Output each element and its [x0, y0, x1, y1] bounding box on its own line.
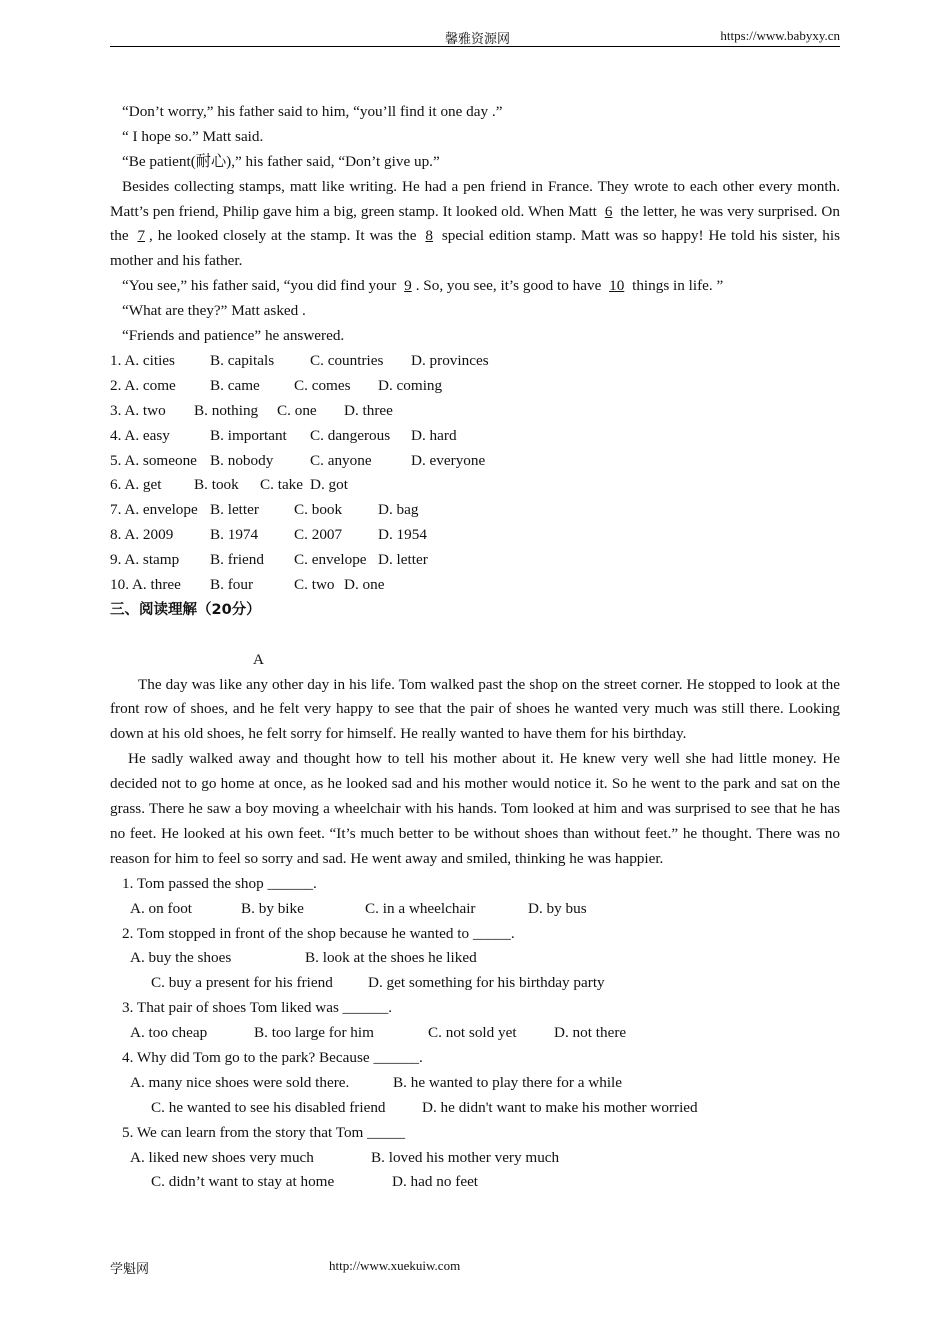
blank-8: 8 — [425, 227, 433, 245]
section-title: 三、阅读理解（20分） — [110, 601, 261, 618]
story-line: “ I hope so.” Matt said. — [122, 127, 264, 145]
cloze-option-row — [110, 473, 840, 498]
blank-7: 7 — [137, 227, 146, 245]
story-line: “Be patient(耐心),” his father said, “Don’t give up.” — [122, 152, 440, 170]
option-a: A. buy the shoes — [130, 949, 232, 967]
option-d: D. got — [310, 476, 348, 494]
question-options — [110, 1146, 840, 1171]
reading-questions — [110, 872, 840, 1196]
story-line: “Don’t worry,” his father said to him, “you’ll find it one day .” — [122, 103, 503, 120]
option-b: B. he wanted to play there for a while — [393, 1073, 622, 1091]
question-stem: 3. That pair of shoes Tom liked was ______. — [122, 999, 393, 1017]
option-c: C. book — [294, 501, 343, 519]
question-stem: 1. Tom passed the shop ______. — [122, 874, 317, 892]
cloze-option-row — [110, 424, 840, 449]
option-b: B. nothing — [194, 401, 259, 419]
question-stem: 2. Tom stopped in front of the shop because he wanted to _____. — [122, 924, 515, 942]
story-text: . So, you see, it’s good to have — [415, 277, 606, 295]
option-a: 8. A. 2009 — [110, 526, 174, 544]
cloze-option-row — [110, 349, 840, 374]
option-c: C. anyone — [310, 451, 372, 469]
header-url: https://www.babyxy.cn — [720, 28, 840, 43]
question-stem: 5. We can learn from the story that Tom _____ — [122, 1123, 406, 1141]
footer-url: http://www.xuekuiw.com — [329, 1258, 461, 1273]
option-a: 2. A. come — [110, 376, 176, 394]
cloze-option-row — [110, 374, 840, 399]
cloze-option-row — [110, 449, 840, 474]
option-a: 10. A. three — [110, 575, 181, 593]
option-d: D. one — [344, 575, 385, 593]
cloze-option-row — [110, 399, 840, 424]
option-d: D. get something for his birthday party — [368, 974, 605, 992]
cloze-option-row — [110, 573, 840, 598]
option-b: B. came — [210, 376, 260, 394]
passage-paragraph: He sadly walked away and thought how to tell his mother about it. He knew very well she had little money. He decided not to go home at once, as he looked sad and his mother would notice it. So he went to the park and sat on the grass. There he saw a boy moving a wheelchair with his hands. Tom looked at him and was surprised to see that he has no feet. He looked at his own feet. “It’s much better to be without shoes than without feet.” he thought. There was no reason for him to feel so sorry and sad. He went away and smiled, thinking he was happier. — [110, 750, 840, 867]
question-options — [110, 1096, 840, 1121]
option-d: D. hard — [411, 426, 457, 444]
option-d: D. everyone — [411, 451, 486, 469]
option-c: C. comes — [294, 376, 351, 394]
option-b: B. by bike — [241, 899, 304, 917]
option-c: C. in a wheelchair — [365, 899, 476, 917]
option-c: C. buy a present for his friend — [151, 974, 333, 992]
option-b: B. capitals — [210, 351, 275, 369]
option-c: C. two — [294, 575, 335, 593]
option-d: D. he didn't want to make his mother worried — [422, 1098, 698, 1116]
option-d: D. bag — [378, 501, 419, 519]
option-d: D. not there — [554, 1024, 627, 1042]
question-options — [110, 971, 840, 996]
header-site-name: 馨雅资源网 — [445, 31, 511, 46]
option-a: 3. A. two — [110, 401, 166, 419]
option-c: C. didn’t want to stay at home — [151, 1173, 335, 1191]
option-d: D. 1954 — [378, 526, 427, 544]
footer-site-name: 学魁网 — [110, 1261, 150, 1276]
option-b: B. friend — [210, 551, 264, 569]
question-stem: 4. Why did Tom go to the park? Because ______. — [122, 1049, 423, 1067]
question-options — [110, 1170, 840, 1195]
question-options — [110, 1071, 840, 1096]
story-text: Besides collecting stamps, matt like writing. He had a pen friend in France. They wrote to each other every month. Matt’s pen friend, Philip gave him a big, green stamp. It looked old. When Matt — [110, 177, 840, 220]
story-text: special edition stamp. Matt was so happy! He told his sister, his mother and his father. — [110, 227, 840, 270]
option-a: 1. A. cities — [110, 351, 175, 369]
option-d: D. coming — [378, 376, 443, 394]
option-d: D. had no feet — [392, 1173, 479, 1191]
option-b: B. nobody — [210, 451, 274, 469]
option-c: C. not sold yet — [428, 1024, 517, 1042]
question-options — [110, 897, 840, 922]
story-paragraph — [110, 175, 840, 275]
option-d: D. letter — [378, 551, 428, 569]
option-b: B. too large for him — [254, 1024, 374, 1042]
option-b: B. important — [210, 426, 287, 444]
blank-9: 9 — [404, 277, 412, 295]
option-b: B. look at the shoes he liked — [305, 949, 477, 967]
story-text: , he looked closely at the stamp. It was the — [149, 227, 422, 245]
passage-label: A — [253, 650, 264, 668]
story-line: “Friends and patience” he answered. — [122, 327, 345, 345]
option-a: A. too cheap — [130, 1024, 208, 1042]
story-line: “What are they?” Matt asked . — [122, 302, 306, 320]
option-c: C. 2007 — [294, 526, 343, 544]
story-text: the letter, he was very surprised. On the — [110, 202, 840, 245]
cloze-options — [110, 349, 840, 598]
option-c: C. take — [260, 476, 304, 494]
cloze-option-row — [110, 498, 840, 523]
option-c: C. one — [277, 401, 317, 419]
blank-6: 6 — [604, 202, 613, 220]
option-a: 4. A. easy — [110, 426, 170, 444]
question-options — [110, 946, 840, 971]
option-c: C. he wanted to see his disabled friend — [151, 1098, 386, 1116]
option-a: A. liked new shoes very much — [130, 1148, 314, 1166]
option-b: B. four — [210, 575, 254, 593]
option-c: C. countries — [310, 351, 384, 369]
option-d: D. three — [344, 401, 393, 419]
option-b: B. letter — [210, 501, 259, 519]
option-a: A. on foot — [130, 899, 193, 917]
question-options — [110, 1021, 840, 1046]
option-b: B. took — [194, 476, 239, 494]
cloze-option-row — [110, 548, 840, 573]
option-a: 9. A. stamp — [110, 551, 180, 569]
passage-paragraph: The day was like any other day in his life. Tom walked past the shop on the street corner. He stopped to look at the front row of shoes, and he felt very happy to see that the pair of shoes he wanted very much was still there. Looking down at his old shoes, he felt sorry for himself. He really wanted to have them for his birthday. — [110, 675, 840, 743]
option-a: 6. A. get — [110, 476, 162, 494]
blank-10: 10 — [609, 277, 625, 295]
story-text: things in life. ” — [628, 277, 724, 295]
cloze-option-row — [110, 523, 840, 548]
option-d: D. by bus — [528, 899, 587, 917]
page-header — [110, 26, 840, 47]
spacer — [110, 623, 840, 648]
story-text: “You see,” his father said, “you did find your — [122, 277, 401, 295]
story-line — [110, 274, 840, 299]
option-a: A. many nice shoes were sold there. — [130, 1073, 350, 1091]
option-b: B. loved his mother very much — [371, 1148, 560, 1166]
option-a: 7. A. envelope — [110, 501, 198, 519]
option-a: 5. A. someone — [110, 451, 197, 469]
option-c: C. dangerous — [310, 426, 391, 444]
page-content — [110, 100, 840, 1195]
option-b: B. 1974 — [210, 526, 259, 544]
option-d: D. provinces — [411, 351, 489, 369]
option-c: C. envelope — [294, 551, 367, 569]
